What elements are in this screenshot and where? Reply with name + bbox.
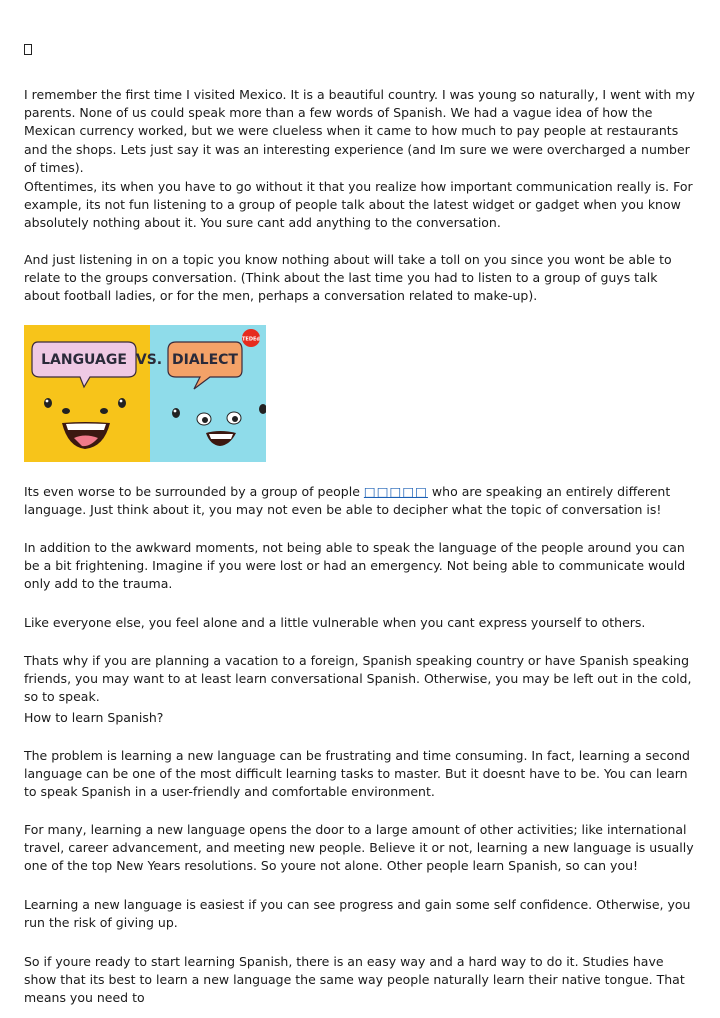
language-vs-dialect-image	[24, 325, 266, 462]
paragraph-4-before: Its even worse to be surrounded by a group of people	[24, 484, 364, 499]
paragraph-5: In addition to the awkward moments, not being able to speak the language of the people around you can be a bit frightening. Imagine if you were lost or had an emergency. Not being able to communicate would only add to the trauma.	[24, 540, 686, 592]
ted-logo-text: TEDEd	[242, 336, 260, 343]
paragraph-12: So if youre ready to start learning Spanish, there is an easy way and a hard way to do it. Studies have show that its best to learn a new language the same way people naturally learn their native tongue. That means you need to	[24, 954, 685, 1006]
paragraph-6: Like everyone else, you feel alone and a little vulnerable when you cant express yourself to others.	[24, 615, 646, 630]
missing-glyph-icon	[24, 44, 32, 55]
vs-word: VS.	[135, 352, 163, 368]
right-word: DIALECT	[172, 352, 238, 368]
left-word: LANGUAGE	[41, 352, 127, 368]
paragraph-4	[24, 483, 696, 519]
paragraph-7: Thats why if you are planning a vacation to a foreign, Spanish speaking country or have Spanish speaking friends, you may want to at least learn conversational Spanish. Otherwise, you may be left out in the cold, so to speak.	[24, 653, 692, 705]
paragraph-3: And just listening in on a topic you know nothing about will take a toll on you since you wont be able to relate to the groups conversation. (Think about the last time you had to listen to a group of guys talk about football ladies, or for the men, perhaps a conversation related to make-up).	[24, 252, 672, 304]
paragraph-8: How to learn Spanish?	[24, 710, 164, 725]
paragraph-10: For many, learning a new language opens the door to a large amount of other activities; like international travel, career advancement, and meeting new people. Believe it or not, learning a new language is usually one of the top New Years resolutions. So youre not alone. Other people learn Spanish, so can you!	[24, 822, 694, 874]
paragraph-1: I remember the first time I visited Mexico. It is a beautiful country. I was young so naturally, I went with my parents. None of us could speak more than a few words of Spanish. We had a vague idea of how the Mexican currency worked, but we were clueless when it came to how much to pay people at restaurants and the shops. Lets just say it was an interesting experience (and Im sure we were overcharged a number of times).	[24, 87, 695, 175]
inline-link[interactable]: □□□□□	[363, 484, 428, 499]
paragraph-9: The problem is learning a new language can be frustrating and time consuming. In fact, learning a second language can be one of the most difficult learning tasks to master. But it doesnt have to be. You can learn to speak Spanish in a user-friendly and comfortable environment.	[24, 748, 690, 800]
paragraph-2: Oftentimes, its when you have to go without it that you realize how important communication really is. For example, its not fun listening to a group of people talk about the latest widget or gadget when you know absolutely nothing about it. You sure cant add anything to the conversation.	[24, 179, 693, 231]
paragraph-11: Learning a new language is easiest if you can see progress and gain some self confidence. Otherwise, you run the risk of giving up.	[24, 897, 691, 931]
paragraph-4-after: who are speaking an entirely different language. Just think about it, you may not even be able to decipher what the topic of conversation is!	[24, 484, 671, 518]
